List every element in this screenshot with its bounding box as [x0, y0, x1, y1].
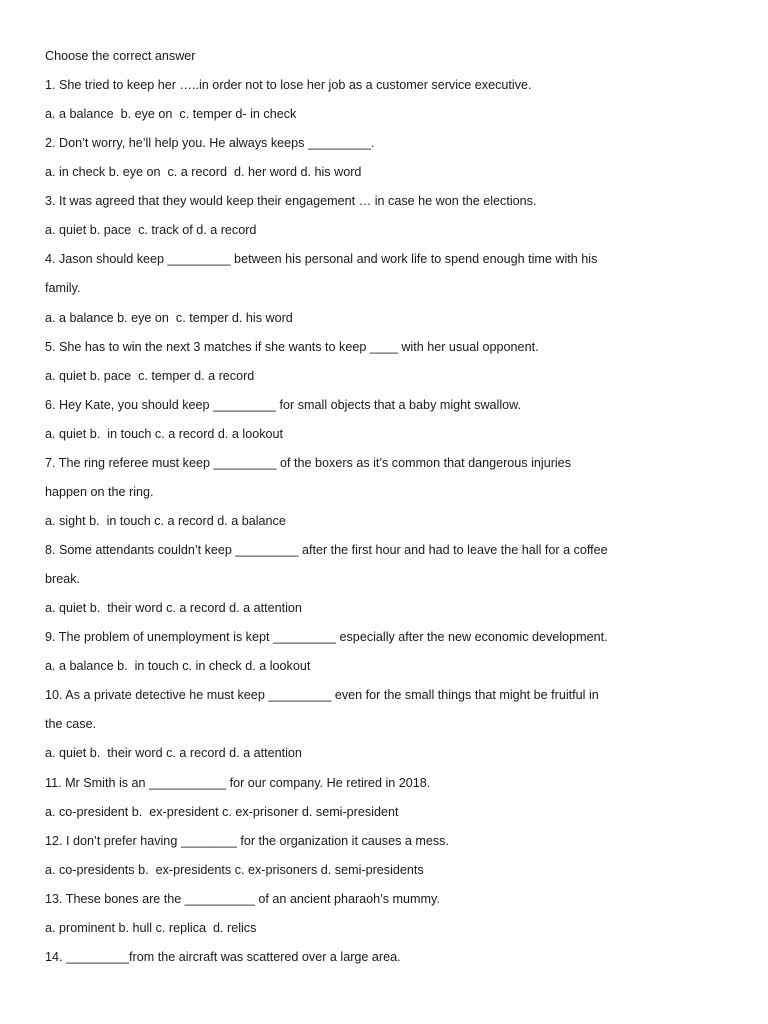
question-8: 8. Some attendants couldn’t keep _________ after the first hour and had to leave the hall for a coffee: [45, 543, 608, 557]
question-2: 2. Don’t worry, he’ll help you. He always keeps _________.: [45, 136, 375, 150]
question-4: 4. Jason should keep _________ between his personal and work life to spend enough time with his: [45, 252, 598, 266]
question-11: 11. Mr Smith is an ___________ for our company. He retired in 2018.: [45, 776, 431, 790]
answer-options-6: a. quiet b. in touch c. a record d. a lookout: [45, 427, 284, 441]
answer-options-11: a. co-president b. ex-president c. ex-prisoner d. semi-president: [45, 805, 399, 819]
question-9: 9. The problem of unemployment is kept _________ especially after the new economic development.: [45, 630, 608, 644]
page-heading: Choose the correct answer: [45, 49, 196, 63]
question-6: 6. Hey Kate, you should keep _________ for small objects that a baby might swallow.: [45, 398, 522, 412]
answer-options-5: a. quiet b. pace c. temper d. a record: [45, 369, 255, 383]
answer-options-8: a. quiet b. their word c. a record d. a attention: [45, 601, 302, 615]
answer-options-12: a. co-presidents b. ex-presidents c. ex-prisoners d. semi-presidents: [45, 863, 424, 877]
answer-options-1: a. a balance b. eye on c. temper d- in check: [45, 107, 297, 121]
question-10-cont: the case.: [45, 717, 97, 731]
question-5: 5. She has to win the next 3 matches if she wants to keep ____ with her usual opponent.: [45, 340, 539, 354]
answer-options-13: a. prominent b. hull c. replica d. relics: [45, 921, 257, 935]
question-10: 10. As a private detective he must keep _________ even for the small things that might be fruitful in: [45, 688, 599, 702]
answer-options-4: a. a balance b. eye on c. temper d. his word: [45, 311, 293, 325]
question-1: 1. She tried to keep her …..in order not to lose her job as a customer service executive.: [45, 78, 532, 92]
question-7: 7. The ring referee must keep _________ of the boxers as it’s common that dangerous injuries: [45, 456, 571, 470]
answer-options-9: a. a balance b. in touch c. in check d. a lookout: [45, 659, 311, 673]
question-12: 12. I don’t prefer having ________ for the organization it causes a mess.: [45, 834, 449, 848]
question-3: 3. It was agreed that they would keep their engagement … in case he won the elections.: [45, 194, 537, 208]
question-13: 13. These bones are the __________ of an ancient pharaoh’s mummy.: [45, 892, 440, 906]
answer-options-3: a. quiet b. pace c. track of d. a record: [45, 223, 257, 237]
question-8-cont: break.: [45, 572, 81, 586]
answer-options-2: a. in check b. eye on c. a record d. her word d. his word: [45, 165, 362, 179]
answer-options-7: a. sight b. in touch c. a record d. a balance: [45, 514, 286, 528]
question-14: 14. _________from the aircraft was scattered over a large area.: [45, 950, 401, 964]
question-4-cont: family.: [45, 281, 81, 295]
question-7-cont: happen on the ring.: [45, 485, 154, 499]
answer-options-10: a. quiet b. their word c. a record d. a attention: [45, 746, 302, 760]
